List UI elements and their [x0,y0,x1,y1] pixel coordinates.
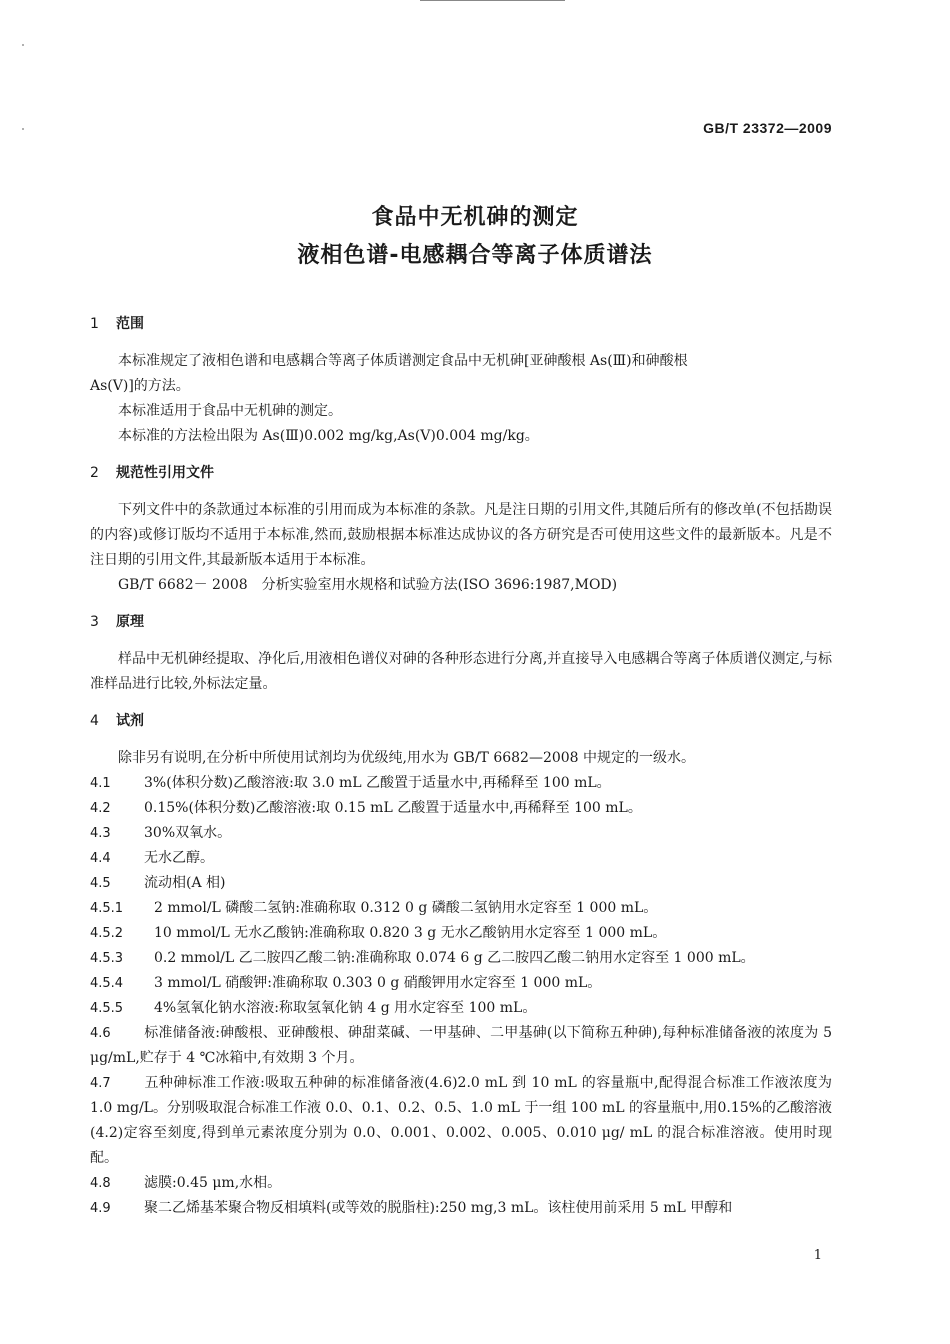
item-number: 4.8 [90,1176,111,1191]
item-text: 聚二乙烯基苯聚合物反相填料(或等效的脱脂柱):250 mg,3 mL。该柱使用前采用 5 mL 甲醇和 [144,1200,733,1216]
section-heading-reagents [90,709,832,734]
section-number: 2 [90,465,99,481]
list-item [90,771,832,796]
page-number: 1 [813,1248,822,1263]
list-item [90,796,832,821]
title-line-2: 液相色谱-电感耦合等离子体质谱法 [297,243,653,268]
document-body [90,312,832,1221]
list-item [90,871,832,896]
item-text: 10 mmol/L 无水乙酸钠:准确称取 0.820 3 g 无水乙酸钠用水定容至 1 000 mL。 [154,925,667,941]
top-scan-line [420,0,565,1]
list-item [90,921,832,946]
list-item [90,821,832,846]
item-number: 4.5.2 [90,926,124,941]
paragraph: As(Ⅴ)]的方法。 [90,378,190,394]
item-text: 无水乙醇。 [144,850,214,866]
paragraph: 下列文件中的条款通过本标准的引用而成为本标准的条款。凡是注日期的引用文件,其随后所有的修改单(不包括勘误的内容)或修订版均不适用于本标准,然而,鼓励根据本标准达成协议的各方研究是否可使用这些文件的最新版本。凡是不注日期的引用文件,其最新版本适用于本标准。 [90,502,832,568]
item-number: 4.2 [90,801,111,816]
item-text: 3%(体积分数)乙酸溶液:取 3.0 mL 乙酸置于适量水中,再稀释至 100 mL。 [144,775,611,791]
reference-entry: GB/T 6682－ 2008 分析实验室用水规格和试验方法(ISO 3696:1987,MOD) [118,577,618,593]
item-text: 3 mmol/L 硝酸钾:准确称取 0.303 0 g 硝酸钾用水定容至 1 000 mL。 [154,975,602,991]
item-text: 0.2 mmol/L 乙二胺四乙酸二钠:准确称取 0.074 6 g 乙二胺四乙酸二钠用水定容至 1 000 mL。 [154,950,755,966]
item-text: 2 mmol/L 磷酸二氢钠:准确称取 0.312 0 g 磷酸二氢钠用水定容至 1 000 mL。 [154,900,658,916]
item-number: 4.5.3 [90,951,124,966]
item-number: 4.1 [90,776,111,791]
paragraph: 本标准适用于食品中无机砷的测定。 [118,403,342,419]
item-number: 4.4 [90,851,111,866]
item-number: 4.5.1 [90,901,124,916]
item-text: 4%氢氧化钠水溶液:称取氢氧化钠 4 g 用水定容至 100 mL。 [154,1000,537,1016]
paragraph: 本标准规定了液相色谱和电感耦合等离子体质谱测定食品中无机砷[亚砷酸根 As(Ⅲ)和砷酸根 [118,353,688,369]
section-number: 3 [90,614,99,630]
paragraph: 本标准的方法检出限为 As(Ⅲ)0.002 mg/kg,As(Ⅴ)0.004 mg/kg。 [118,428,539,444]
section-title: 规范性引用文件 [116,465,214,481]
item-number: 4.5 [90,876,111,891]
section-number: 1 [90,316,99,332]
title-line-1: 食品中无机砷的测定 [371,205,579,230]
section-heading-principle [90,610,832,635]
item-text: 五种砷标准工作液:吸取五种砷的标准储备液(4.6)2.0 mL 到 10 mL 的容量瓶中,配得混合标准工作液浓度为1.0 mg/L。分别吸取混合标准工作液 0.0、0.1、0.2、0.5、1.0 mL 于一组 100 mL 的容量瓶中,用0.15%的乙酸溶液(4.2)定容至刻度,得到单元素浓度分别为 0.0、0.001、0.002、0.005、0.010 μg/ mL 的混合标准溶液。使用时现配。 [90,1075,832,1166]
list-item [90,971,832,996]
item-text: 30%双氧水。 [144,825,232,841]
list-item [90,1196,832,1221]
item-text: 流动相(A 相) [144,875,226,891]
paragraph: 除非另有说明,在分析中所使用试剂均为优级纯,用水为 GB/T 6682—2008 中规定的一级水。 [118,750,696,766]
item-number: 4.3 [90,826,111,841]
scan-speck [22,44,24,46]
list-item [90,1071,832,1171]
standard-code: GB/T 23372—2009 [703,120,832,136]
section-number: 4 [90,713,99,729]
list-item [90,846,832,871]
list-item [90,1021,832,1071]
paragraph: 样品中无机砷经提取、净化后,用液相色谱仪对砷的各种形态进行分离,并直接导入电感耦合等离子体质谱仪测定,与标准样品进行比较,外标法定量。 [90,651,832,692]
item-number: 4.5.5 [90,1001,124,1016]
list-item [90,896,832,921]
item-text: 0.15%(体积分数)乙酸溶液:取 0.15 mL 乙酸置于适量水中,再稀释至 100 mL。 [144,800,642,816]
item-text: 标准储备液:砷酸根、亚砷酸根、砷甜菜碱、一甲基砷、二甲基砷(以下简称五种砷),每种标准储备液的浓度为 5 μg/mL,贮存于 4 ℃冰箱中,有效期 3 个月。 [90,1025,832,1066]
section-heading-scope [90,312,832,337]
section-title: 试剂 [116,713,144,729]
item-number: 4.5.4 [90,976,124,991]
item-number: 4.9 [90,1201,111,1216]
item-number: 4.6 [90,1026,111,1041]
section-heading-normative-references [90,461,832,486]
scan-speck [22,128,24,130]
list-item [90,946,832,971]
item-text: 滤膜:0.45 μm,水相。 [144,1175,282,1191]
list-item [90,996,832,1021]
item-number: 4.7 [90,1076,111,1091]
list-item [90,1171,832,1196]
section-title: 原理 [116,614,144,630]
section-title: 范围 [116,316,144,332]
